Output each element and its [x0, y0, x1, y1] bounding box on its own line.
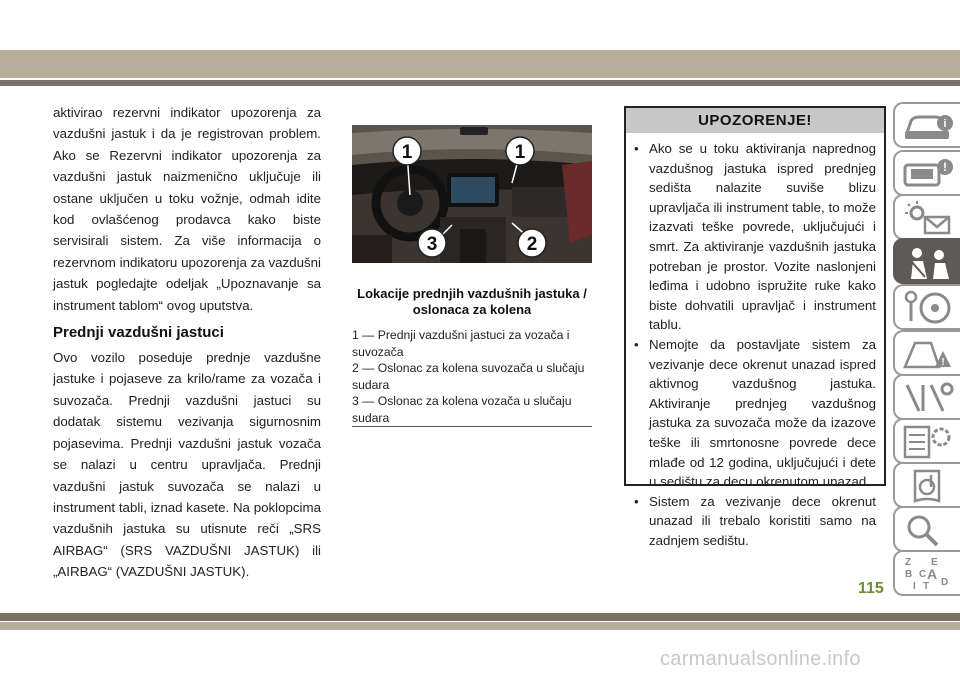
legend-item: 3 — Oslonac za kolena vozača u slučaju sudara [352, 394, 572, 425]
svg-text:B: B [905, 569, 913, 580]
warning-item: • Nemojte da postavljate sistem za vezivanje dece okrenut unazad ispred aktivnog vazdušnog jastuka. Aktiviranje prednjeg vazdušnog jastuka za suvozača može da izazove teške ili smrtonosne povrede dece mlađe od 12 godina, uključujući i dete u sedištu za decu okrenutom unazad. [634, 335, 876, 492]
left-column [53, 102, 321, 583]
page-number: 115 [858, 580, 884, 597]
legend-item: 1 — Prednji vazdušni jastuci za vozača i suvozača [352, 328, 570, 359]
svg-text:!: ! [941, 357, 945, 368]
dashboard-photo [352, 125, 592, 263]
tab-search[interactable] [893, 506, 960, 552]
warning-list [626, 133, 884, 550]
warning-title: UPOZORENJE! [626, 108, 884, 133]
car-info-icon [901, 107, 957, 145]
tools-icon [901, 379, 957, 417]
svg-text:D: D [941, 577, 949, 588]
svg-text:1: 1 [401, 142, 413, 163]
header-band [0, 50, 960, 78]
svg-text:!: ! [943, 160, 947, 174]
footer-band [0, 622, 960, 630]
svg-text:Z: Z [905, 557, 912, 568]
front-airbags-paragraph: Ovo vozilo poseduje prednje vazdušne jastuke i pojaseve za krilo/rame za vozača i suvozača. Prednji vazdušni jastuci su dodatak sistemu vezivanja sigurnosnim pojasevima. Prednji vazdušni jastuk vozača se nalazi u centru upravljača. Prednji vazdušni jastuk suvozača se nalazi u instrument tabli, iznad kasete. Na poklopcima vazdušnih jastuka su utisnute reči „SRS AIRBAG“ (SRS VAZDUŠNI JASTUK) ili „AIRBAG“ (VAZDUŠNI JASTUK). [53, 350, 321, 580]
tab-tools[interactable] [893, 374, 960, 420]
tab-car-info[interactable] [893, 102, 960, 148]
warning-item: • Sistem za vezivanje dece okrenut unazad ili trebalo koristiti samo na zadnjem sedištu. [634, 492, 876, 551]
section-heading: Prednji vazdušni jastuci [53, 324, 224, 342]
svg-text:C: C [919, 569, 927, 580]
svg-text:I: I [913, 581, 916, 592]
intro-paragraph: aktivirao rezervni indikator upozorenja za vazdušni jastuk i da je registrovan problem. Ako se Rezervni indikator upozorenja za vazdušni jastuk naizmenično uključuje ili ostane uključen u toku vožnje, odmah idite kod ovlašćenog prodavca kako biste servisirali sistem. Za više informacija o rezervnom indikatoru upozorenja za vazdušni jastuk pogledajte odeljak „Upoznavanje sa instrument tablom“ ovog uputstva. [53, 105, 321, 313]
callout-2 [518, 229, 546, 257]
alphabet-index-icon [901, 555, 957, 593]
maintenance-checklist-icon [901, 423, 957, 461]
tab-car-warning[interactable] [893, 150, 960, 196]
svg-text:i: i [943, 118, 947, 130]
svg-text:A: A [927, 566, 938, 582]
figure-caption: Lokacije prednjih vazdušnih jastuka / oslonaca za kolena [357, 286, 587, 317]
tab-audio-nav[interactable] [893, 462, 960, 508]
svg-text:1: 1 [514, 142, 526, 163]
tab-steering-key[interactable] [893, 284, 960, 330]
svg-text:3: 3 [426, 234, 438, 255]
legend-item: 2 — Oslonac za kolena suvozača u slučaju sudara [352, 361, 585, 392]
road-hazard-icon [901, 335, 957, 373]
steering-key-icon [901, 289, 957, 327]
callout-3 [418, 229, 446, 257]
airbag-seatbelt-icon [901, 243, 957, 281]
footer-rule [0, 613, 960, 621]
tab-airbag-seatbelt[interactable] [893, 238, 960, 284]
svg-text:2: 2 [526, 234, 538, 255]
lights-message-icon [901, 199, 957, 237]
legend-rule [352, 426, 592, 427]
tab-alphabet-index[interactable] [893, 550, 960, 596]
svg-text:E: E [931, 557, 938, 568]
header-rule [0, 80, 960, 86]
search-index-icon [901, 511, 957, 549]
tab-maintenance[interactable] [893, 418, 960, 464]
tab-road-hazard[interactable] [893, 330, 960, 376]
watermark-text: carmanualsonline.info [660, 648, 861, 670]
audio-nav-icon [901, 467, 957, 505]
car-warning-icon [901, 155, 957, 193]
tab-lights-message[interactable] [893, 194, 960, 240]
figure-legend [352, 327, 592, 426]
svg-text:T: T [923, 581, 930, 592]
warning-box [624, 106, 886, 548]
callout-1-driver [393, 137, 421, 165]
callout-1-passenger [506, 137, 534, 165]
warning-item: • Ako se u toku aktiviranja naprednog vazdušnog jastuka ispred prednjeg sedišta nalazite suviše blizu upravljača ili instrument table, to može izazvati teške povrede, uključujući i smrt. Za aktiviranje vazdušnih jastuka potreban je prostor. Vozite naslonjeni leđima i udobno ispružite ruke kako biste dohvatili upravljač i instrument tablu. [634, 139, 876, 335]
